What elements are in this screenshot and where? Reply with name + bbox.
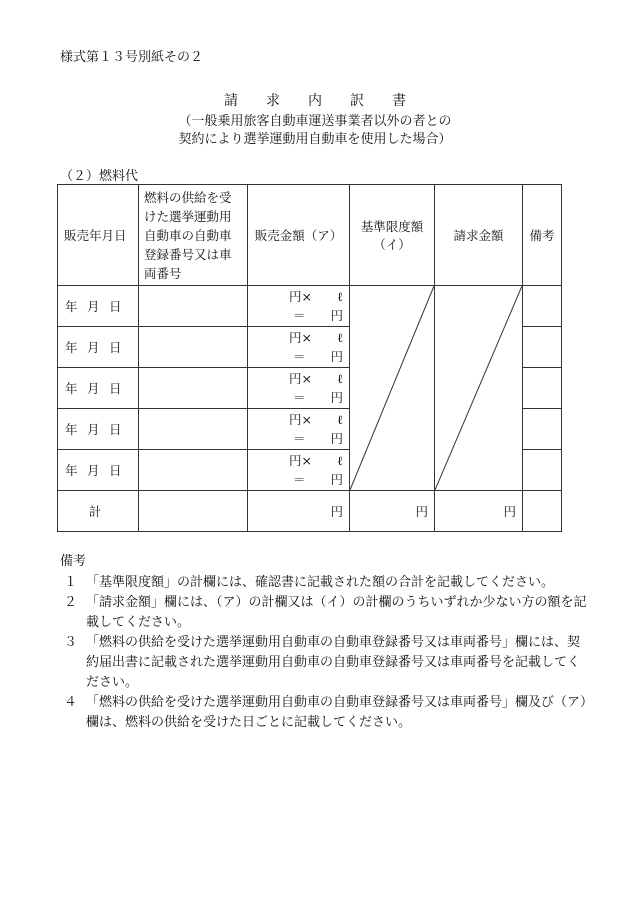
vehicle-number-cell[interactable] xyxy=(139,368,248,409)
subtitle-line-2: 契約により選挙運動用自動車を使用した場合） xyxy=(178,132,452,147)
note-item xyxy=(60,573,590,593)
year-label: 年 xyxy=(65,381,78,396)
diagonal-line xyxy=(435,286,522,490)
title-char: 求 xyxy=(266,93,280,109)
year-label: 年 xyxy=(65,463,78,478)
amount-line-1: 円× ℓ xyxy=(289,453,343,468)
header-sale-amount: 販売金額（ア） xyxy=(248,185,350,286)
header-sale-date: 販売年月日 xyxy=(58,185,139,286)
document-title xyxy=(0,90,630,110)
header-line: 自動車の自動車 xyxy=(144,227,232,243)
remarks-cell[interactable] xyxy=(523,286,562,327)
month-label: 月 xyxy=(87,340,100,355)
amount-line-1: 円× ℓ xyxy=(289,330,343,345)
diagonal-line xyxy=(350,286,434,490)
header-line: 燃料の供給を受 xyxy=(144,189,232,205)
table-row xyxy=(58,286,562,327)
total-vehicle-cell xyxy=(139,491,248,532)
header-limit xyxy=(350,185,435,286)
amount-line-2: ＝ 円 xyxy=(292,390,343,405)
month-label: 月 xyxy=(87,463,100,478)
date-cell[interactable] xyxy=(58,368,139,409)
vehicle-number-cell[interactable] xyxy=(139,409,248,450)
remarks-cell[interactable] xyxy=(523,327,562,368)
sale-amount-cell[interactable] xyxy=(248,327,350,368)
note-number: ４ xyxy=(64,695,78,710)
header-claim: 請求金額 xyxy=(435,185,523,286)
header-line: 両番号 xyxy=(144,265,182,281)
month-label: 月 xyxy=(87,422,100,437)
year-label: 年 xyxy=(65,422,78,437)
note-text: 「燃料の供給を受けた選挙運動用自動車の自動車登録番号又は車両番号」欄には、契約届出書に記載された選挙運動用自動車の自動車登録番号又は車両番号を記載してください。 xyxy=(86,635,581,690)
date-cell[interactable] xyxy=(58,286,139,327)
fuel-cost-table xyxy=(57,184,562,532)
day-label: 日 xyxy=(109,422,122,437)
date-cell[interactable] xyxy=(58,409,139,450)
note-item xyxy=(60,593,590,633)
amount-line-1: 円× ℓ xyxy=(289,289,343,304)
note-item xyxy=(60,633,590,693)
notes-heading: 備考 xyxy=(60,554,87,569)
title-char: 請 xyxy=(224,93,238,109)
notes-section xyxy=(60,552,590,733)
total-sale-amount[interactable]: 円 xyxy=(248,491,350,532)
section-label: （２）燃料代 xyxy=(60,169,139,184)
note-number: １ xyxy=(64,575,78,590)
note-text: 「基準限度額」の計欄には、確認書に記載された額の合計を記載してください。 xyxy=(86,575,555,590)
day-label: 日 xyxy=(109,381,122,396)
total-label: 計 xyxy=(58,491,139,532)
vehicle-number-cell[interactable] xyxy=(139,450,248,491)
note-item xyxy=(60,693,590,733)
month-label: 月 xyxy=(87,299,100,314)
amount-line-2: ＝ 円 xyxy=(292,349,343,364)
amount-line-1: 円× ℓ xyxy=(289,412,343,427)
note-text: 「燃料の供給を受けた選挙運動用自動車の自動車登録番号又は車両番号」欄及び（ア）欄は、燃料の供給を受けた日ごとに記載してください。 xyxy=(86,695,587,730)
month-label: 月 xyxy=(87,381,100,396)
vehicle-number-cell[interactable] xyxy=(139,286,248,327)
claim-diagonal-cell xyxy=(435,286,523,491)
remarks-cell[interactable] xyxy=(523,409,562,450)
day-label: 日 xyxy=(109,340,122,355)
amount-line-2: ＝ 円 xyxy=(292,472,343,487)
total-remarks-cell[interactable] xyxy=(523,491,562,532)
subtitle-line-1: （一般乗用旅客自動車運送事業者以外の者との xyxy=(178,114,452,129)
amount-line-2: ＝ 円 xyxy=(292,431,343,446)
sale-amount-cell[interactable] xyxy=(248,286,350,327)
header-line: 登録番号又は車 xyxy=(144,246,232,262)
note-number: ２ xyxy=(64,595,78,610)
header-remarks: 備考 xyxy=(523,185,562,286)
amount-line-2: ＝ 円 xyxy=(292,308,343,323)
date-cell[interactable] xyxy=(58,450,139,491)
sale-amount-cell[interactable] xyxy=(248,409,350,450)
amount-line-1: 円× ℓ xyxy=(289,371,343,386)
total-claim[interactable]: 円 xyxy=(435,491,523,532)
header-limit-line1: 基準限度額 xyxy=(360,219,424,234)
year-label: 年 xyxy=(65,299,78,314)
year-label: 年 xyxy=(65,340,78,355)
sale-amount-cell[interactable] xyxy=(248,450,350,491)
total-row xyxy=(58,491,562,532)
header-limit-line2: （イ） xyxy=(373,237,411,252)
sale-amount-cell[interactable] xyxy=(248,368,350,409)
total-limit[interactable]: 円 xyxy=(350,491,435,532)
form-id: 様式第１３号別紙その２ xyxy=(60,50,204,65)
header-vehicle-number xyxy=(139,185,248,286)
remarks-cell[interactable] xyxy=(523,368,562,409)
note-number: ３ xyxy=(64,635,78,650)
remarks-cell[interactable] xyxy=(523,450,562,491)
title-char: 書 xyxy=(392,93,406,109)
header-line: けた選挙運動用 xyxy=(144,208,232,224)
title-char: 内 xyxy=(308,93,322,109)
date-cell[interactable] xyxy=(58,327,139,368)
day-label: 日 xyxy=(109,299,122,314)
table-header-row xyxy=(58,185,562,286)
vehicle-number-cell[interactable] xyxy=(139,327,248,368)
day-label: 日 xyxy=(109,463,122,478)
note-text: 「請求金額」欄には、（ア）の計欄又は（イ）の計欄のうちいずれか少ない方の額を記載してください。 xyxy=(86,595,587,630)
limit-diagonal-cell xyxy=(350,286,435,491)
title-char: 訳 xyxy=(350,93,364,109)
